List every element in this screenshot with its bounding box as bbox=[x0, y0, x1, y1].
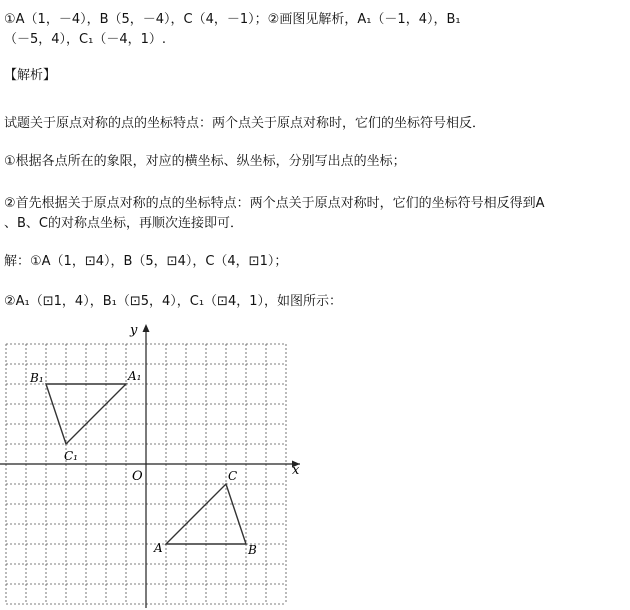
point-label-c: C bbox=[228, 469, 238, 483]
analysis-intro: 试题关于原点对称的点的坐标特点：两个点关于原点对称时，它们的坐标符号相反． bbox=[4, 116, 486, 131]
x-axis-label: x bbox=[292, 463, 300, 478]
analysis-step-2-line-1: ②首先根据关于原点对称的点的坐标特点：两个点关于原点对称时，它们的坐标符号相反得到A bbox=[4, 196, 545, 211]
coordinate-figure bbox=[0, 318, 310, 608]
y-axis-arrow bbox=[143, 324, 150, 332]
point-label-c1: C₁ bbox=[64, 449, 78, 463]
solution-line-2: ②A₁（⊡1，4），B₁（⊡5，4），C₁（⊡4，1），如图所示： bbox=[4, 294, 342, 309]
point-label-a1: A₁ bbox=[128, 369, 142, 383]
answer-line-1: ①A（1，－4），B（5，－4），C（4，－1）；②画图见解析，A₁（－1，4），B₁ bbox=[4, 12, 461, 27]
analysis-heading: 【解析】 bbox=[4, 68, 57, 83]
analysis-step-2-line-2: 、B、C的对称点坐标，再顺次连接即可． bbox=[4, 216, 243, 231]
origin-label: O bbox=[132, 469, 143, 484]
answer-line-2: （－5，4），C₁（－4，1）. bbox=[4, 32, 167, 47]
point-label-a: A bbox=[154, 541, 163, 555]
y-axis-label: y bbox=[130, 323, 138, 338]
axes bbox=[0, 324, 300, 608]
solution-line-1: 解：①A（1，⊡4），B（5，⊡4），C（4，⊡1）； bbox=[4, 254, 288, 269]
point-label-b: B bbox=[248, 543, 257, 557]
point-label-b1: B₁ bbox=[30, 371, 44, 385]
analysis-step-1: ①根据各点所在的象限，对应的横坐标、纵坐标，分别写出点的坐标； bbox=[4, 154, 406, 169]
